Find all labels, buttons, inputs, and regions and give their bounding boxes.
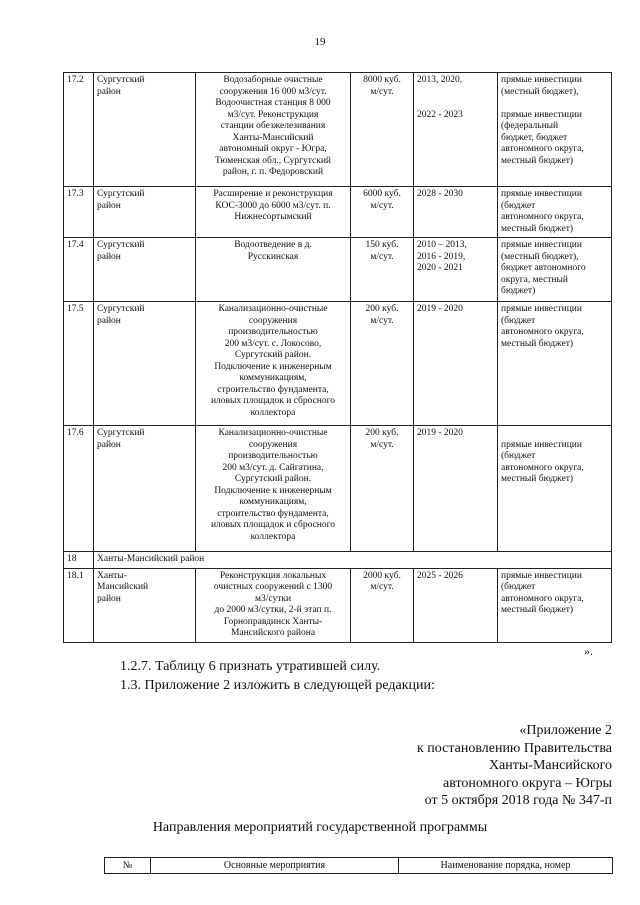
investment-table — [63, 72, 612, 643]
quote-end: ». — [584, 644, 593, 658]
object-cell: Расширение и реконструкция КОС-3000 до 6000 м3/сут. п. Нижнесортымский — [196, 187, 351, 238]
section-heading: Направления мероприятий государственной программы — [152, 820, 488, 835]
capacity-cell: 2000 куб. м/сут. — [351, 568, 414, 642]
table-row — [64, 426, 612, 552]
object-cell: Водоотведение в д. Русскинская — [196, 238, 351, 302]
years-cell: 2010 – 2013, 2016 - 2019, 2020 - 2021 — [414, 238, 498, 302]
row-number: 18 — [64, 552, 94, 569]
funding-cell: прямые инвестиции (бюджет автономного округа, местный бюджет) — [498, 568, 612, 642]
object-cell: Канализационно-очистные сооружения производительностью 200 м3/сут. с. Локосово, Сургутский район. Подключение к инженерным коммуникациям, строительство фундамента, иловых площадок и сбросного коллектора — [196, 302, 351, 426]
row-number: 18.1 — [64, 568, 94, 642]
district-cell: Ханты- Мансийский район — [94, 568, 196, 642]
district-cell: Сургутский район — [94, 187, 196, 238]
appendix-header — [292, 722, 612, 810]
years-cell: 2019 - 2020 — [414, 302, 498, 426]
region-label: Ханты-Мансийский район — [94, 552, 612, 569]
capacity-cell: 6000 куб. м/сут. — [351, 187, 414, 238]
paragraph-1-3: 1.3. Приложение 2 изложить в следующей редакции: — [120, 678, 435, 693]
table-row — [64, 73, 612, 187]
appendix-line: к постановлению Правительства — [416, 740, 612, 756]
column-header: № — [105, 858, 151, 874]
appendix-line: «Приложение 2 — [519, 723, 612, 738]
capacity-cell: 200 куб. м/сут. — [351, 426, 414, 552]
object-cell: Реконструкция локальных очистных сооружений с 1300 м3/сутки до 2000 м3/сутки, 2-й этап п. Горноправдинск Ханты- Мансийского района — [196, 568, 351, 642]
row-number: 17.3 — [64, 187, 94, 238]
column-header: Наименование порядка, номер — [399, 858, 613, 874]
row-number: 17.6 — [64, 426, 94, 552]
funding-cell: прямые инвестиции (бюджет автономного округа, местный бюджет) — [498, 187, 612, 238]
region-row — [64, 552, 612, 569]
district-cell: Сургутский район — [94, 73, 196, 187]
years-cell: 2013, 2020, 2022 - 2023 — [414, 73, 498, 187]
years-cell: 2025 - 2026 — [414, 568, 498, 642]
years-cell: 2028 - 2030 — [414, 187, 498, 238]
funding-cell: прямые инвестиции (бюджет автономного округа, местный бюджет) — [498, 302, 612, 426]
capacity-cell: 150 куб. м/сут. — [351, 238, 414, 302]
table-row — [64, 187, 612, 238]
page-number: 19 — [314, 36, 326, 48]
funding-cell: прямые инвестиции (местный бюджет), бюджет автономного округа, местный бюджет) — [498, 238, 612, 302]
object-cell: Водозаборные очистные сооружения 16 000 м3/сут. Водоочистная станция 8 000 м3/сут. Реконструкция станции обезжелезивания Ханты-Мансийский автономный округ - Югра, Тюменская обл., Сургутский район, г. п. Федоровский — [196, 73, 351, 187]
measures-table — [104, 857, 613, 874]
years-cell: 2019 - 2020 — [414, 426, 498, 552]
appendix-line: Ханты-Мансийского — [488, 758, 612, 773]
appendix-line: от 5 октября 2018 года № 347-п — [424, 793, 612, 808]
column-header: Основные мероприятия — [151, 858, 399, 874]
district-cell: Сургутский район — [94, 238, 196, 302]
funding-cell: прямые инвестиции (бюджет автономного округа, местный бюджет) — [498, 426, 612, 552]
paragraph-1-2-7: 1.2.7. Таблицу 6 признать утратившей силу. — [120, 659, 381, 674]
row-number: 17.2 — [64, 73, 94, 187]
object-cell: Канализационно-очистные сооружения производительностью 200 м3/сут. д. Сайгатина, Сургутский район. Подключение к инженерным коммуникациям, строительство фундамента, иловых площадок и сбросного коллектора — [196, 426, 351, 552]
row-number: 17.5 — [64, 302, 94, 426]
table-row — [64, 302, 612, 426]
table-header-row — [105, 858, 613, 874]
capacity-cell: 200 куб. м/сут. — [351, 302, 414, 426]
table-row — [64, 568, 612, 642]
capacity-cell: 8000 куб. м/сут. — [351, 73, 414, 187]
district-cell: Сургутский район — [94, 426, 196, 552]
funding-cell: прямые инвестиции (местный бюджет), прямые инвестиции (федеральный бюджет, бюджет автономного округа, местный бюджет) — [498, 73, 612, 187]
appendix-line: автономного округа – Югры — [443, 775, 612, 791]
row-number: 17.4 — [64, 238, 94, 302]
district-cell: Сургутский район — [94, 302, 196, 426]
table-row — [64, 238, 612, 302]
